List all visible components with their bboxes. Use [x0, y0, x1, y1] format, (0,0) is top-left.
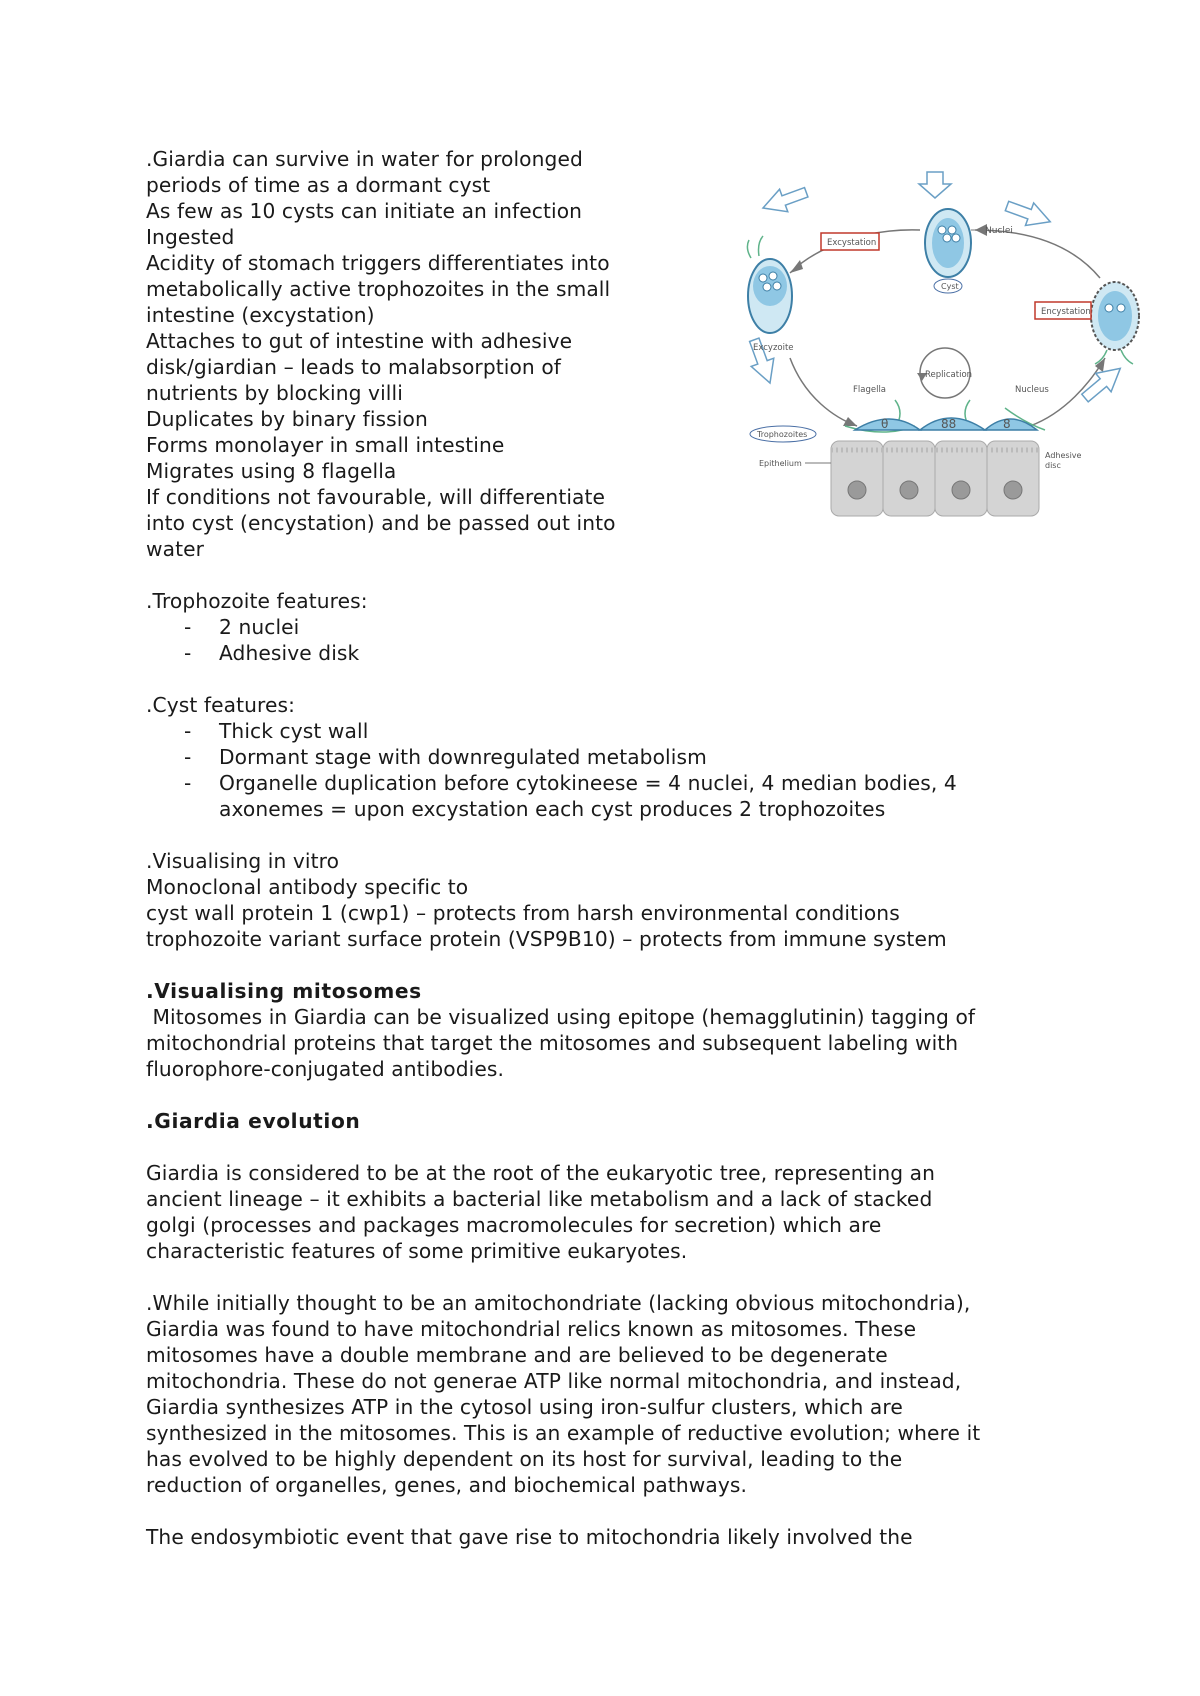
- vitro-line: trophozoite variant surface protein (VSP9B10) – protects from immune system: [146, 927, 947, 951]
- intro-line: intestine (excystation): [146, 303, 375, 327]
- label-replication: Replication: [925, 370, 973, 380]
- arrowhead: [790, 260, 803, 273]
- list-item: [146, 744, 885, 770]
- vitro-section: [146, 848, 947, 952]
- evolution-section: [146, 1108, 360, 1134]
- trophozoite-nuclei-glyph: θ: [881, 417, 889, 431]
- nucleus-shape: [759, 274, 767, 282]
- vitro-line: Monoclonal antibody specific to: [146, 875, 469, 899]
- cell-nucleus: [848, 481, 866, 499]
- bullet-dash: -: [184, 641, 192, 665]
- nucleus-shape: [763, 283, 771, 291]
- nucleus-shape: [938, 226, 946, 234]
- cyst-heading: .Cyst features:: [146, 693, 296, 717]
- label-cyst: Cyst: [941, 282, 959, 291]
- mitosomes-heading: .Visualising mitosomes: [146, 979, 422, 1003]
- cell-nucleus: [1004, 481, 1022, 499]
- label-excyzoite: Excyzoite: [753, 343, 794, 353]
- intro-line: Forms monolayer in small intestine: [146, 433, 505, 457]
- nucleus-shape: [769, 272, 777, 280]
- paragraph-line: Giardia is considered to be at the root of the eukaryotic tree, representing an: [146, 1161, 936, 1185]
- list-item-text: 2 nuclei: [219, 615, 300, 639]
- intro-line: If conditions not favourable, will differentiate: [146, 485, 606, 509]
- intro-block: [146, 146, 616, 562]
- paragraph-line: reduction of organelles, genes, and biochemical pathways.: [146, 1473, 748, 1497]
- cell-nucleus: [952, 481, 970, 499]
- label-encystation: Encystation: [1041, 307, 1091, 317]
- trophozoite-heading: .Trophozoite features:: [146, 589, 368, 613]
- list-item: [146, 770, 957, 796]
- mitosomes-line: mitochondrial proteins that target the mitosomes and subsequent labeling with: [146, 1031, 959, 1055]
- paragraph-line: The endosymbiotic event that gave rise to mitochondria likely involved the: [146, 1525, 913, 1549]
- mitosomes-line: Mitosomes in Giardia can be visualized using epitope (hemagglutinin) tagging of: [146, 1005, 976, 1029]
- nucleus-shape: [943, 234, 951, 242]
- cycle-arrow-encystation: [975, 230, 1100, 278]
- flagellum: [759, 236, 764, 256]
- encysting-interior: [1098, 291, 1132, 341]
- intro-line: Acidity of stomach triggers differentiates into: [146, 251, 610, 275]
- label-epithelium: Epithelium: [759, 459, 802, 468]
- paragraph-line: mitochondria. These do not generae ATP like normal mitochondria, and instead,: [146, 1369, 962, 1393]
- mitosomes-line: fluorophore-conjugated antibodies.: [146, 1057, 505, 1081]
- trophozoite-nuclei-glyph: 8: [1003, 417, 1011, 431]
- cyst-interior: [932, 218, 964, 268]
- vitro-line: .Visualising in vitro: [146, 849, 340, 873]
- mitosomes-section: [146, 978, 975, 1082]
- paragraph-line: Giardia was found to have mitochondrial relics known as mitosomes. These: [146, 1317, 917, 1341]
- intro-line: disk/giardian – leads to malabsorption of: [146, 355, 561, 379]
- cyst-section: [146, 692, 957, 822]
- list-item-text: Organelle duplication before cytokineese = 4 nuclei, 4 median bodies, 4: [219, 771, 957, 795]
- nucleus-shape: [773, 282, 781, 290]
- evolution-heading: .Giardia evolution: [146, 1109, 361, 1133]
- paragraph-line: characteristic features of some primitive eukaryotes.: [146, 1239, 688, 1263]
- list-item-text: Thick cyst wall: [219, 719, 369, 743]
- bullet-dash: -: [184, 745, 192, 769]
- list-item-continuation: axonemes = upon excystation each cyst produces 2 trophozoites: [219, 797, 886, 821]
- intro-line: Migrates using 8 flagella: [146, 459, 397, 483]
- trophozoite-section: [146, 588, 368, 666]
- intro-line: .Giardia can survive in water for prolonged: [146, 147, 583, 171]
- intro-line: into cyst (encystation) and be passed out into: [146, 511, 616, 535]
- list-item-text: Dormant stage with downregulated metabolism: [219, 745, 707, 769]
- list-item: [146, 718, 885, 744]
- paragraph-line: Giardia synthesizes ATP in the cytosol using iron-sulfur clusters, which are: [146, 1395, 903, 1419]
- intro-line: metabolically active trophozoites in the small: [146, 277, 611, 301]
- paragraph-line: mitosomes have a double membrane and are believed to be degenerate: [146, 1343, 888, 1367]
- trophozoite-nuclei-glyph: 88: [941, 417, 957, 431]
- intro-line: water: [146, 537, 205, 561]
- label-adhesive-disc: Adhesive: [1045, 451, 1082, 460]
- bullet-dash: -: [184, 719, 192, 743]
- paragraph-line: ancient lineage – it exhibits a bacterial like metabolism and a lack of stacked: [146, 1187, 933, 1211]
- list-item: [146, 614, 368, 640]
- nucleus-shape: [1105, 304, 1113, 312]
- block-arrow-icon: [759, 181, 810, 219]
- evolution-paragraph-1: [146, 1160, 935, 1264]
- paragraph-line: .While initially thought to be an amitochondriate (lacking obvious mitochondria),: [146, 1291, 971, 1315]
- nucleus-shape: [948, 226, 956, 234]
- label-trophozoites: Trophozoites: [757, 430, 808, 439]
- label-excystation: Excystation: [827, 238, 877, 248]
- vitro-line: cyst wall protein 1 (cwp1) – protects from harsh environmental conditions: [146, 901, 900, 925]
- nucleus-shape: [952, 234, 960, 242]
- paragraph-line: golgi (processes and packages macromolecules for secretion) which are: [146, 1213, 882, 1237]
- flagellum: [1121, 350, 1133, 364]
- label-adhesive-disc: disc: [1045, 461, 1061, 470]
- label-nuclei: Nuclei: [985, 226, 1013, 236]
- flagellum: [747, 240, 751, 258]
- list-item-text: Adhesive disk: [219, 641, 360, 665]
- intro-line: As few as 10 cysts can initiate an infection: [146, 199, 583, 223]
- cycle-arrow-to-trophozoites: [790, 358, 857, 426]
- intro-line: Attaches to gut of intestine with adhesive: [146, 329, 573, 353]
- paragraph-line: synthesized in the mitosomes. This is an example of reductive evolution; where it: [146, 1421, 981, 1445]
- trophozoite-shape: [985, 419, 1037, 430]
- incoming-arrow-icon: [919, 172, 951, 198]
- giardia-lifecycle-diagram: [745, 168, 1140, 528]
- intro-line: nutrients by blocking villi: [146, 381, 403, 405]
- list-item: [146, 640, 368, 666]
- cell-nucleus: [900, 481, 918, 499]
- evolution-paragraph-3: [146, 1524, 913, 1550]
- bullet-dash: -: [184, 615, 192, 639]
- evolution-paragraph-2: [146, 1290, 980, 1498]
- nucleus-shape: [1117, 304, 1125, 312]
- intro-line: periods of time as a dormant cyst: [146, 173, 491, 197]
- intro-line: Duplicates by binary fission: [146, 407, 428, 431]
- label-nucleus: Nucleus: [1015, 385, 1049, 395]
- intro-line: Ingested: [146, 225, 235, 249]
- label-flagella: Flagella: [853, 385, 887, 395]
- bullet-dash: -: [184, 771, 192, 795]
- paragraph-line: has evolved to be highly dependent on its host for survival, leading to the: [146, 1447, 903, 1471]
